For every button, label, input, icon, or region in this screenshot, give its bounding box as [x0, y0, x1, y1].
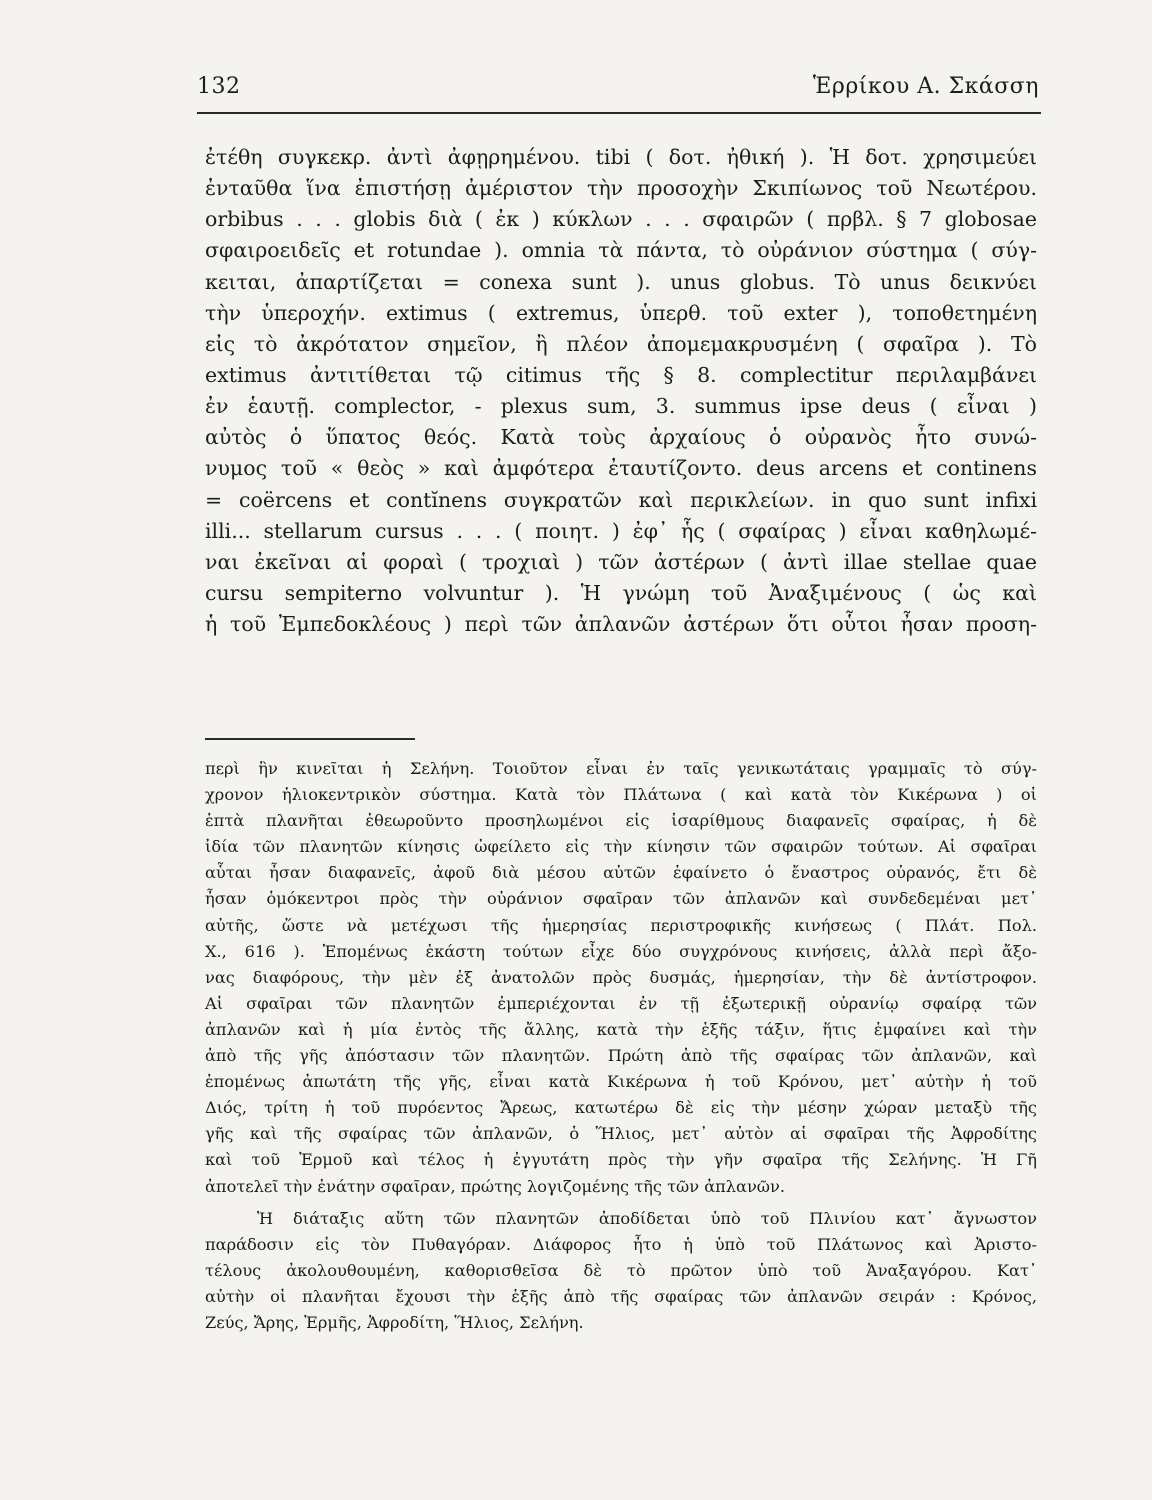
footnote-line: Ζεύς, Ἄρης, Ἑρμῆς, Ἀφροδίτη, Ἥλιος, Σελήνη. — [205, 1312, 584, 1332]
text-line: illi... stellarum cursus . . . ( ποιητ. ) ἐφ᾽ ἧς ( σφαίρας ) εἶναι καθηλωμέ- — [205, 518, 1037, 543]
page-header — [197, 70, 1041, 114]
text-line: ναι ἐκεῖναι αἱ φοραὶ ( τροχιαὶ ) τῶν ἀστέρων ( ἀντὶ illae stellae quae — [205, 549, 1037, 574]
text-line: ἐν ἑαυτῇ. complector, - plexus sum, 3. summus ipse deus ( εἶναι ) — [205, 394, 1037, 419]
footnote-line: Διός, τρίτη ἡ τοῦ πυρόεντος Ἄρεως, κατωτέρω δὲ εἰς τὴν μέσην χώραν μεταξὺ τῆς — [205, 1098, 1037, 1118]
text-line: extimus ἀντιτίθεται τῷ citimus τῆς § 8. complectitur περιλαμβάνει — [205, 362, 1037, 387]
footnote-line: Ἡ διάταξις αὕτη τῶν πλανητῶν ἀποδίδεται ὑπὸ τοῦ Πλινίου κατ᾽ ἄγνωστον — [257, 1208, 1037, 1228]
text-line: σφαιροειδεῖς et rotundae ). omnia τὰ πάντα, τὸ οὐράνιον σύστημα ( σύγ- — [205, 238, 1037, 263]
footnote-line: αὐτῆς, ὥστε νὰ μετέχωσι τῆς ἡμερησίας περιστροφικῆς κινήσεως ( Πλάτ. Πολ. — [205, 915, 1037, 935]
footnote-line: γῆς καὶ τῆς σφαίρας τῶν ἀπλανῶν, ὁ Ἥλιος, μετ᾽ αὐτὸν αἱ σφαῖραι τῆς Ἀφροδίτης — [205, 1124, 1037, 1144]
footnote-line: ἀπλανῶν καὶ ἡ μία ἐντὸς τῆς ἄλλης, κατὰ τὴν ἑξῆς τάξιν, ἥτις ἐμφαίνει καὶ τὴν — [205, 1019, 1037, 1039]
text-line: τὴν ὑπεροχήν. extimus ( extremus, ὑπερθ. τοῦ exter ), τοποθετημένη — [205, 300, 1037, 325]
text-line: ἐνταῦθα ἵνα ἐπιστήσῃ ἀμέριστον τὴν προσοχὴν Σκιπίωνος τοῦ Νεωτέρου. — [205, 176, 1037, 201]
footnote-line: αὐτὴν οἱ πλανῆται ἔχουσι τὴν ἑξῆς ἀπὸ τῆς σφαίρας τῶν ἀπλανῶν σειράν : Κρόνος, — [205, 1286, 1037, 1306]
main-text — [205, 142, 1037, 640]
text-line: ἡ τοῦ Ἐμπεδοκλέους ) περὶ τῶν ἀπλανῶν ἀστέρων ὅτι οὗτοι ἦσαν προση- — [205, 612, 1037, 637]
text-line: νυμος τοῦ « θεὸς » καὶ ἀμφότερα ἐταυτίζοντο. deus arcens et continens — [205, 456, 1037, 481]
text-line: = coërcens et contĭnens συγκρατῶν καὶ περικλείων. in quo sunt infixi — [205, 487, 1037, 512]
footnote-line: X., 616 ). Ἑπομένως ἑκάστη τούτων εἶχε δύο συγχρόνους κινήσεις, ἀλλὰ περὶ ἄξο- — [205, 941, 1037, 961]
footnote-line: ἰδία τῶν πλανητῶν κίνησις ὠφείλετο εἰς τὴν κίνησιν τῶν σφαιρῶν τούτων. Αἱ σφαῖραι — [205, 837, 1037, 857]
page-number: 132 — [197, 74, 241, 99]
footnote-line: ἀποτελεῖ τὴν ἐνάτην σφαῖραν, πρώτης λογιζομένης τῆς τῶν ἀπλανῶν. — [205, 1176, 785, 1196]
text-line: cursu sempiterno volvuntur ). Ἡ γνώμη τοῦ Ἀναξιμένους ( ὡς καὶ — [205, 580, 1037, 605]
footnote-line: παράδοσιν εἰς τὸν Πυθαγόραν. Διάφορος ἦτο ἡ ὑπὸ τοῦ Πλάτωνος καὶ Ἀριστο- — [205, 1234, 1037, 1254]
footnote-line: καὶ τοῦ Ἑρμοῦ καὶ τέλος ἡ ἐγγυτάτη πρὸς τὴν γῆν σφαῖρα τῆς Σελήνης. Ἡ Γῆ — [205, 1150, 1037, 1170]
footnote-line: νας διαφόρους, τὴν μὲν ἐξ ἀνατολῶν πρὸς δυσμάς, ἡμερησίαν, τὴν δὲ ἀντίστροφον. — [205, 967, 1037, 987]
footnote-line: χρονον ἡλιοκεντρικὸν σύστημα. Κατὰ τὸν Πλάτωνα ( καὶ κατὰ τὸν Κικέρωνα ) οἱ — [205, 785, 1037, 805]
footnote-line: ἑπτὰ πλανῆται ἐθεωροῦντο προσηλωμένοι εἰς ἰσαρίθμους διαφανεῖς σφαίρας, ἡ δὲ — [205, 811, 1037, 831]
text-line: orbibus . . . globis διὰ ( ἐκ ) κύκλων . . . σφαιρῶν ( πρβλ. § 7 globosae — [205, 207, 1037, 232]
footnote-line: αὗται ἦσαν διαφανεῖς, ἀφοῦ διὰ μέσου αὐτῶν ἐφαίνετο ὁ ἔναστρος οὐρανός, ἔτι δὲ — [205, 863, 1037, 883]
footnote-line: Αἱ σφαῖραι τῶν πλανητῶν ἐμπεριέχονται ἐν τῇ ἐξωτερικῇ οὐρανίῳ σφαίρᾳ τῶν — [205, 993, 1037, 1013]
footnote-line: ἀπὸ τῆς γῆς ἀπόστασιν τῶν πλανητῶν. Πρώτη ἀπὸ τῆς σφαίρας τῶν ἀπλανῶν, καὶ — [205, 1046, 1037, 1066]
footnote-line: περὶ ἣν κινεῖται ἡ Σελήνη. Τοιοῦτον εἶναι ἐν ταῖς γενικωτάταις γραμμαῖς τὸ σύγ- — [205, 759, 1037, 778]
header-rule — [197, 112, 1041, 114]
text-line: ἐτέθη συγκεκρ. ἀντὶ ἀφῃρημένου. tibi ( δοτ. ἠθική ). Ἡ δοτ. χρησιμεύει — [205, 145, 1037, 169]
text-line: αὐτὸς ὁ ὕπατος θεός. Κατὰ τοὺς ἀρχαίους ὁ οὐρανὸς ἦτο συνώ- — [205, 425, 1037, 450]
footnote-line: τέλους ἀκολουθουμένη, καθορισθεῖσα δὲ τὸ πρῶτον ὑπὸ τοῦ Ἀναξαγόρου. Κατ᾽ — [205, 1260, 1037, 1280]
footnote-line: ἑπομένως ἀπωτάτη τῆς γῆς, εἶναι κατὰ Κικέρωνα ἡ τοῦ Κρόνου, μετ᾽ αὐτὴν ἡ τοῦ — [205, 1072, 1037, 1092]
footnotes — [205, 756, 1037, 1336]
footnote-rule — [205, 738, 415, 740]
running-head: Ἑρρίκου Α. Σκάσση — [812, 74, 1039, 99]
footnote-line: ἦσαν ὁμόκεντροι πρὸς τὴν οὐράνιον σφαῖραν τῶν ἀπλανῶν καὶ συνδεδεμέναι μετ᾽ — [205, 889, 1037, 909]
text-line: εἰς τὸ ἀκρότατον σημεῖον, ἢ πλέον ἀπομεμακρυσμένη ( σφαῖρα ). Τὸ — [205, 331, 1037, 356]
text-line: κειται, ἀπαρτίζεται = conexa sunt ). unus globus. Τὸ unus δεικνύει — [205, 269, 1037, 294]
